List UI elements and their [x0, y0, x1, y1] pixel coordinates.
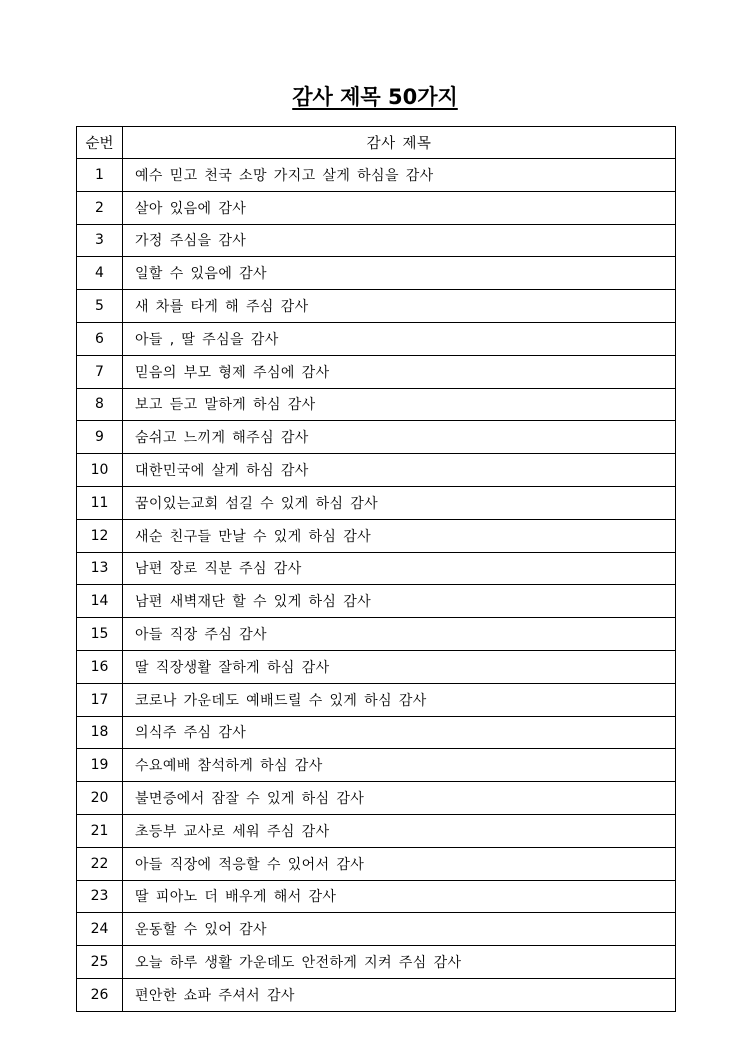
row-text: 남편 새벽재단 할 수 있게 하심 감사: [123, 585, 676, 618]
table-row: [77, 650, 676, 683]
row-text: 예수 믿고 천국 소망 가지고 살게 하심을 감사: [123, 159, 676, 192]
row-text: 보고 듣고 말하게 하심 감사: [123, 388, 676, 421]
table-row: [77, 913, 676, 946]
table-row: [77, 290, 676, 323]
page-title: 감사 제목 50가지: [292, 85, 458, 109]
table-row: [77, 618, 676, 651]
table-row: [77, 683, 676, 716]
row-text: 편안한 쇼파 주셔서 감사: [123, 978, 676, 1011]
row-number: 10: [77, 454, 123, 487]
row-text: 아들 , 딸 주심을 감사: [123, 322, 676, 355]
row-number: 7: [77, 355, 123, 388]
row-number: 12: [77, 519, 123, 552]
row-text: 딸 피아노 더 배우게 해서 감사: [123, 880, 676, 913]
row-number: 26: [77, 978, 123, 1011]
row-number: 11: [77, 486, 123, 519]
table-row: [77, 224, 676, 257]
row-text: 살아 있음에 감사: [123, 191, 676, 224]
table-row: [77, 519, 676, 552]
row-text: 아들 직장 주심 감사: [123, 618, 676, 651]
table-row: [77, 552, 676, 585]
table-row: [77, 355, 676, 388]
row-number: 6: [77, 322, 123, 355]
row-number: 17: [77, 683, 123, 716]
row-number: 20: [77, 782, 123, 815]
row-number: 2: [77, 191, 123, 224]
row-text: 아들 직장에 적응할 수 있어서 감사: [123, 847, 676, 880]
table-header-row: [77, 127, 676, 159]
table-row: [77, 716, 676, 749]
row-text: 수요예배 참석하게 하심 감사: [123, 749, 676, 782]
row-number: 14: [77, 585, 123, 618]
table-row: [77, 421, 676, 454]
row-text: 의식주 주심 감사: [123, 716, 676, 749]
row-text: 운동할 수 있어 감사: [123, 913, 676, 946]
row-number: 3: [77, 224, 123, 257]
row-number: 13: [77, 552, 123, 585]
table-row: [77, 191, 676, 224]
row-number: 23: [77, 880, 123, 913]
row-text: 가정 주심을 감사: [123, 224, 676, 257]
table-row: [77, 486, 676, 519]
row-text: 코로나 가운데도 예배드릴 수 있게 하심 감사: [123, 683, 676, 716]
table-row: [77, 454, 676, 487]
table-row: [77, 782, 676, 815]
row-text: 초등부 교사로 세워 주심 감사: [123, 814, 676, 847]
row-number: 22: [77, 847, 123, 880]
table-row: [77, 978, 676, 1011]
table-row: [77, 749, 676, 782]
row-text: 믿음의 부모 형제 주심에 감사: [123, 355, 676, 388]
row-number: 15: [77, 618, 123, 651]
row-text: 오늘 하루 생활 가운데도 안전하게 지켜 주심 감사: [123, 946, 676, 979]
gratitude-table: [76, 126, 676, 1012]
row-number: 1: [77, 159, 123, 192]
row-text: 남편 장로 직분 주심 감사: [123, 552, 676, 585]
table-row: [77, 257, 676, 290]
row-number: 8: [77, 388, 123, 421]
row-number: 18: [77, 716, 123, 749]
row-number: 19: [77, 749, 123, 782]
table-row: [77, 946, 676, 979]
row-text: 숨쉬고 느끼게 해주심 감사: [123, 421, 676, 454]
row-text: 대한민국에 살게 하심 감사: [123, 454, 676, 487]
row-text: 불면증에서 잠잘 수 있게 하심 감사: [123, 782, 676, 815]
row-text: 새순 친구들 만날 수 있게 하심 감사: [123, 519, 676, 552]
row-number: 21: [77, 814, 123, 847]
row-text: 딸 직장생활 잘하게 하심 감사: [123, 650, 676, 683]
column-header-number: 순번: [77, 127, 123, 159]
table-row: [77, 585, 676, 618]
row-number: 9: [77, 421, 123, 454]
row-text: 일할 수 있음에 감사: [123, 257, 676, 290]
row-text: 새 차를 타게 해 주심 감사: [123, 290, 676, 323]
column-header-title: 감사 제목: [123, 127, 676, 159]
table-row: [77, 322, 676, 355]
row-number: 24: [77, 913, 123, 946]
table-row: [77, 814, 676, 847]
row-number: 5: [77, 290, 123, 323]
row-number: 16: [77, 650, 123, 683]
row-text: 꿈이있는교회 섬길 수 있게 하심 감사: [123, 486, 676, 519]
table-body: [77, 159, 676, 1012]
table-row: [77, 159, 676, 192]
row-number: 25: [77, 946, 123, 979]
table-row: [77, 847, 676, 880]
table-row: [77, 880, 676, 913]
row-number: 4: [77, 257, 123, 290]
table-row: [77, 388, 676, 421]
